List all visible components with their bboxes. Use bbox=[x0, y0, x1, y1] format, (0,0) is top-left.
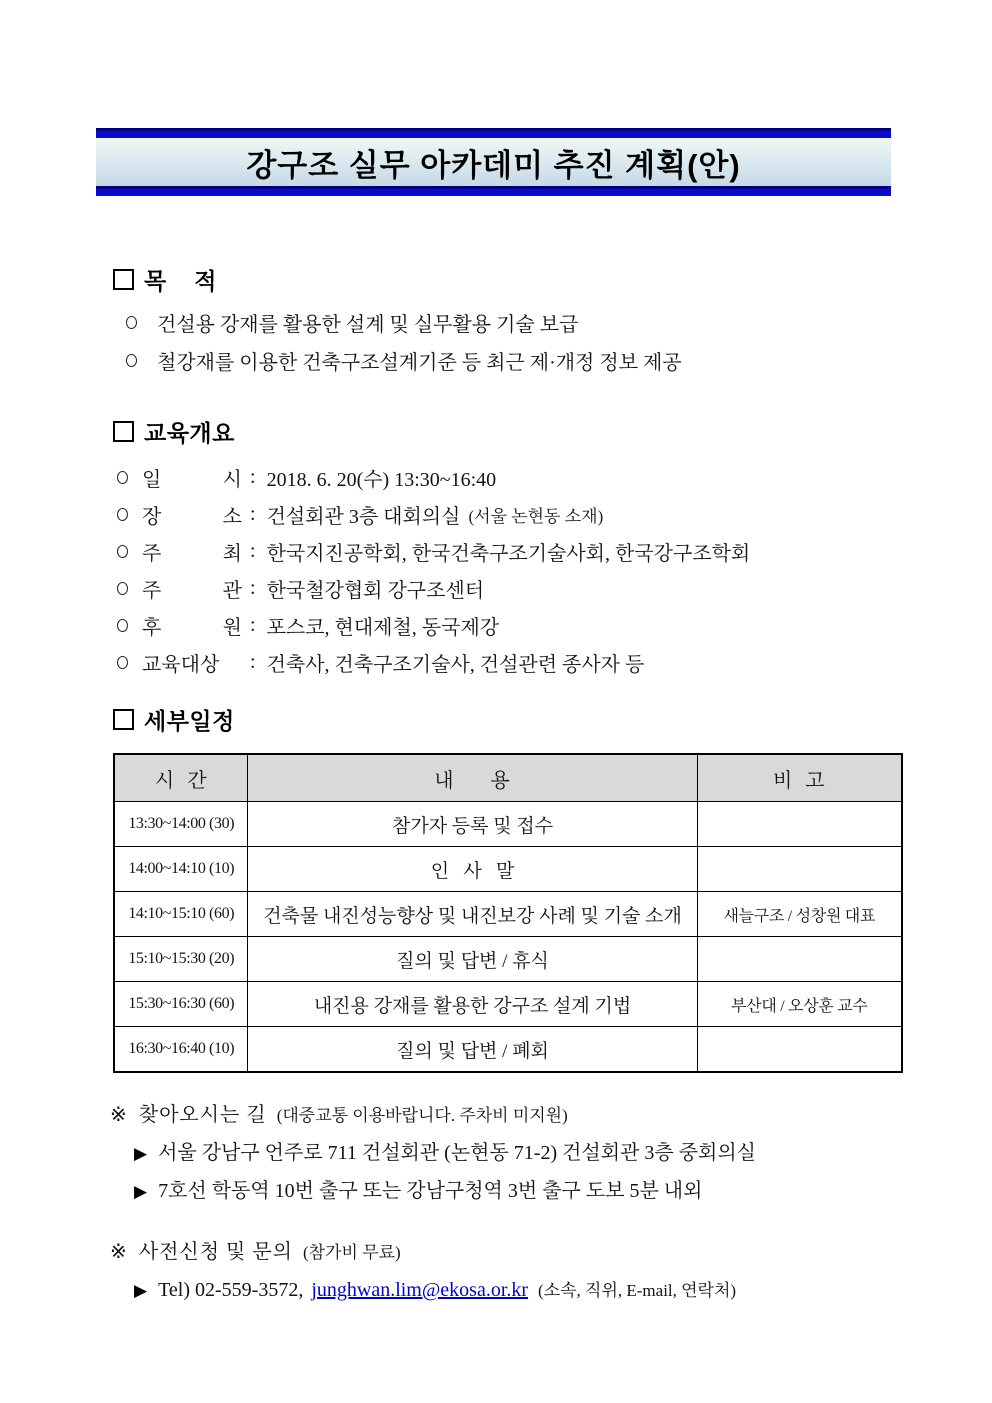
circle-bullet-icon bbox=[117, 545, 128, 558]
overview-item-label: 장 소 bbox=[142, 506, 242, 528]
list-item bbox=[126, 303, 682, 341]
overview-item-label: 주 최 bbox=[142, 543, 242, 565]
col-header-note: 비 고 bbox=[697, 754, 902, 802]
contact-title-note: (참가비 무료) bbox=[303, 1243, 401, 1262]
overview-heading bbox=[113, 415, 235, 448]
table-row bbox=[114, 847, 902, 892]
overview-item-value: 건축사, 건축구조기술사, 건설관련 종사자 등 bbox=[266, 654, 645, 676]
list-item bbox=[126, 341, 682, 379]
circle-bullet-icon bbox=[117, 582, 128, 595]
col-header-content: 내 용 bbox=[248, 754, 697, 802]
schedule-time: 14:00~14:10 (10) bbox=[114, 847, 248, 892]
banner-body bbox=[96, 138, 891, 186]
circle-bullet-icon bbox=[126, 316, 137, 329]
list-item bbox=[134, 1174, 756, 1212]
colon-separator: : bbox=[250, 651, 256, 673]
list-item bbox=[117, 607, 750, 644]
purpose-heading bbox=[113, 263, 217, 296]
overview-item-note: (서울 논현동 소재) bbox=[468, 507, 604, 526]
schedule-content: 참가자 등록 및 접수 bbox=[248, 802, 697, 847]
directions-title: 찾아오시는 길 bbox=[138, 1104, 267, 1126]
schedule-note bbox=[697, 937, 902, 982]
contact-tel: Tel) 02-559-3572, bbox=[158, 1279, 304, 1301]
schedule-note bbox=[697, 802, 902, 847]
overview-list bbox=[117, 459, 750, 681]
schedule-content: 내진용 강재를 활용한 강구조 설계 기법 bbox=[248, 982, 697, 1027]
purpose-item-text: 건설용 강재를 활용한 설계 및 실무활용 기술 보급 bbox=[157, 313, 579, 336]
col-header-time: 시 간 bbox=[114, 754, 248, 802]
checkbox-square-icon bbox=[113, 269, 134, 290]
table-row bbox=[114, 802, 902, 847]
purpose-item-text: 철강재를 이용한 건축구조설계기준 등 최근 제·개정 정보 제공 bbox=[157, 351, 682, 374]
overview-item-value: 한국지진공학회, 한국건축구조기술사회, 한국강구조학회 bbox=[266, 543, 751, 565]
reference-mark-icon: ※ bbox=[110, 1104, 127, 1126]
directions-block bbox=[110, 1098, 756, 1212]
directions-list bbox=[110, 1136, 756, 1212]
directions-title-note: (대중교통 이용바랍니다. 주차비 미지원) bbox=[276, 1106, 568, 1125]
schedule-content: 인 사 말 bbox=[248, 847, 697, 892]
triangle-bullet-icon: ▶ bbox=[134, 1144, 148, 1163]
list-item bbox=[117, 459, 750, 496]
page-title: 강구조 실무 아카데미 추진 계획(안) bbox=[246, 147, 741, 183]
contact-tel-row bbox=[134, 1276, 736, 1302]
table-row bbox=[114, 982, 902, 1027]
overview-heading-label: 교육개요 bbox=[144, 420, 235, 446]
schedule-content: 건축물 내진성능향상 및 내진보강 사례 및 기술 소개 bbox=[248, 892, 697, 937]
overview-item-value: 건설회관 3층 대회의실 bbox=[266, 506, 461, 528]
reference-mark-icon: ※ bbox=[110, 1241, 127, 1263]
overview-item-label: 교육대상 bbox=[142, 654, 220, 676]
schedule-heading bbox=[113, 703, 235, 736]
banner-top-bar bbox=[96, 128, 891, 138]
circle-bullet-icon bbox=[117, 619, 128, 632]
colon-separator: : bbox=[250, 503, 256, 525]
directions-item-text: 서울 강남구 언주로 711 건설회관 (논현동 71-2) 건설회관 3층 중회의실 bbox=[158, 1142, 756, 1164]
circle-bullet-icon bbox=[117, 471, 128, 484]
table-header-row bbox=[114, 754, 902, 802]
circle-bullet-icon bbox=[117, 508, 128, 521]
schedule-note bbox=[697, 847, 902, 892]
colon-separator: : bbox=[250, 577, 256, 599]
schedule-time: 14:10~15:10 (60) bbox=[114, 892, 248, 937]
circle-bullet-icon bbox=[126, 354, 137, 367]
banner-bottom-bar bbox=[96, 186, 891, 196]
overview-item-label: 주 관 bbox=[142, 580, 242, 602]
overview-item-value: 한국철강협회 강구조센터 bbox=[266, 580, 485, 602]
checkbox-square-icon bbox=[113, 709, 134, 730]
table-row bbox=[114, 1027, 902, 1073]
directions-title-row bbox=[110, 1098, 756, 1127]
colon-separator: : bbox=[250, 540, 256, 562]
schedule-time: 16:30~16:40 (10) bbox=[114, 1027, 248, 1073]
schedule-table bbox=[113, 753, 903, 1073]
schedule-content: 질의 및 답변 / 폐회 bbox=[248, 1027, 697, 1073]
schedule-note: 부산대 / 오상훈 교수 bbox=[697, 982, 902, 1027]
contact-block bbox=[110, 1235, 736, 1302]
schedule-heading-label: 세부일정 bbox=[144, 708, 235, 734]
circle-bullet-icon bbox=[117, 656, 128, 669]
schedule-time: 13:30~14:00 (30) bbox=[114, 802, 248, 847]
contact-title-row bbox=[110, 1235, 736, 1264]
table-row bbox=[114, 892, 902, 937]
checkbox-square-icon bbox=[113, 421, 134, 442]
triangle-bullet-icon: ▶ bbox=[134, 1182, 148, 1201]
overview-item-value: 포스코, 현대제철, 동국제강 bbox=[266, 617, 500, 639]
colon-separator: : bbox=[250, 614, 256, 636]
contact-title: 사전신청 및 문의 bbox=[138, 1241, 294, 1263]
schedule-note: 새늘구조 / 성창원 대표 bbox=[697, 892, 902, 937]
overview-item-label: 일 시 bbox=[142, 469, 242, 491]
purpose-list bbox=[126, 303, 682, 379]
overview-item-label: 후 원 bbox=[142, 617, 242, 639]
list-item bbox=[134, 1136, 756, 1174]
directions-item-text: 7호선 학동역 10번 출구 또는 강남구청역 3번 출구 도보 5분 내외 bbox=[158, 1180, 703, 1202]
list-item bbox=[117, 644, 750, 681]
list-item bbox=[117, 570, 750, 607]
overview-item-value: 2018. 6. 20(수) 13:30~16:40 bbox=[266, 469, 497, 491]
colon-separator: : bbox=[250, 466, 256, 488]
contact-email-link[interactable]: junghwan.lim@ekosa.or.kr bbox=[311, 1279, 529, 1301]
schedule-note bbox=[697, 1027, 902, 1073]
title-banner bbox=[96, 128, 891, 196]
triangle-bullet-icon: ▶ bbox=[134, 1281, 148, 1300]
list-item bbox=[117, 533, 750, 570]
schedule-time: 15:30~16:30 (60) bbox=[114, 982, 248, 1027]
schedule-time: 15:10~15:30 (20) bbox=[114, 937, 248, 982]
contact-email-note: (소속, 직위, E-mail, 연락처) bbox=[538, 1281, 737, 1300]
purpose-heading-label: 목 적 bbox=[144, 268, 217, 294]
list-item bbox=[117, 496, 750, 533]
table-row bbox=[114, 937, 902, 982]
schedule-content: 질의 및 답변 / 휴식 bbox=[248, 937, 697, 982]
